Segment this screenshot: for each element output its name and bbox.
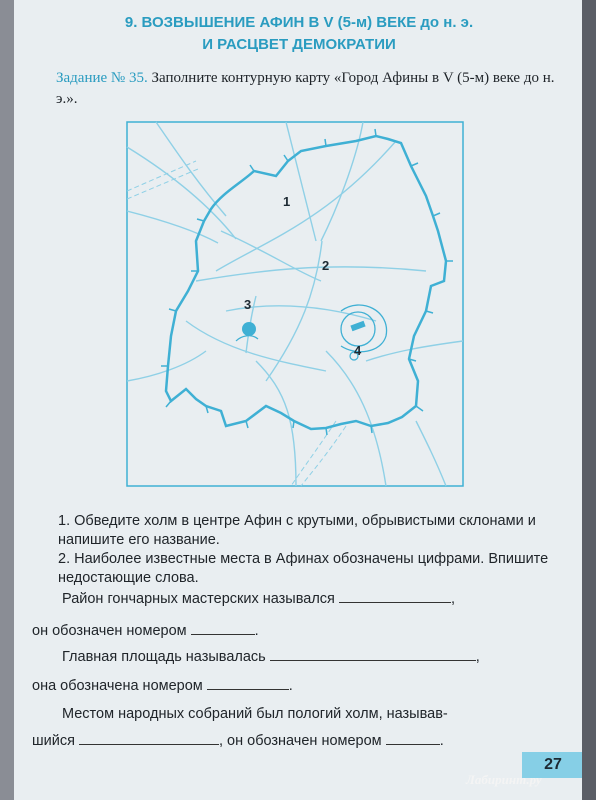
watermark-logo: Лабиринт.ру (466, 772, 542, 787)
answer-line-6-text: , он обозначен номером (218, 733, 382, 749)
answer-blank-6[interactable] (386, 732, 440, 745)
answer-line-2-text: он обозначен номером (32, 623, 187, 639)
answer-line-1-comma: , (450, 591, 455, 607)
answer-line-2 (32, 622, 259, 639)
answer-blank-1[interactable] (339, 590, 451, 603)
answer-line-6 (32, 732, 444, 749)
answer-blank-3[interactable] (270, 648, 476, 661)
map-label-4: 4 (354, 343, 362, 358)
map-label-2: 2 (322, 258, 330, 273)
parthenon-marker (350, 321, 365, 331)
contour-map (126, 121, 464, 487)
acropolis-hill (341, 305, 387, 352)
question-2: 2. Наиболее известные места в Афинах обозначены цифрами. Впишите недостающие слова. (58, 551, 549, 586)
map-label-3: 3 (244, 297, 252, 312)
workbook-page (14, 0, 584, 800)
answer-line-3-comma: , (475, 649, 480, 665)
page-number: 27 (522, 752, 584, 778)
page-shadow-right (582, 0, 596, 800)
task-text: Заполните контурную карту «Город Афины в V (5-м) веке до н. э.». (56, 70, 555, 107)
answer-blank-4[interactable] (207, 677, 289, 690)
answer-line-5: Местом народных собраний был пологий холм, называв- (62, 706, 448, 722)
page-title-line2: И РАСЦВЕТ ДЕМОКРАТИИ (202, 36, 396, 53)
answer-blank-5[interactable] (79, 732, 219, 745)
answer-line-2-period: . (254, 623, 259, 639)
map-frame (127, 122, 463, 486)
answer-line-6-period: . (439, 733, 444, 749)
answer-blank-2[interactable] (191, 622, 255, 635)
pnyx-marker (242, 322, 256, 336)
page-shadow-left (0, 0, 14, 800)
map-long-walls (127, 161, 346, 486)
answer-line-1 (62, 590, 455, 607)
map-label-1: 1 (283, 194, 291, 209)
task-label: Задание № 35. (56, 70, 148, 86)
question-1: 1. Обведите холм в центре Афин с крутыми, обрывистыми склонами и напишите его название. (58, 513, 536, 548)
answer-line-3 (62, 648, 480, 665)
answer-line-4 (32, 677, 293, 694)
city-wall (166, 136, 446, 429)
answer-line-4-period: . (288, 678, 293, 694)
map-streets (127, 122, 463, 486)
answer-line-1-text: Район гончарных мастерских назывался (62, 591, 335, 607)
task-paragraph (56, 68, 560, 110)
answer-line-3-text: Главная площадь называлась (62, 649, 266, 665)
answer-line-6-start: шийся (32, 733, 75, 749)
answer-line-4-text: она обозначена номером (32, 678, 203, 694)
page-title-line1: 9. ВОЗВЫШЕНИЕ АФИН В V (5-м) ВЕКЕ до н. э. (124, 14, 474, 31)
city-wall-towers (161, 129, 453, 435)
